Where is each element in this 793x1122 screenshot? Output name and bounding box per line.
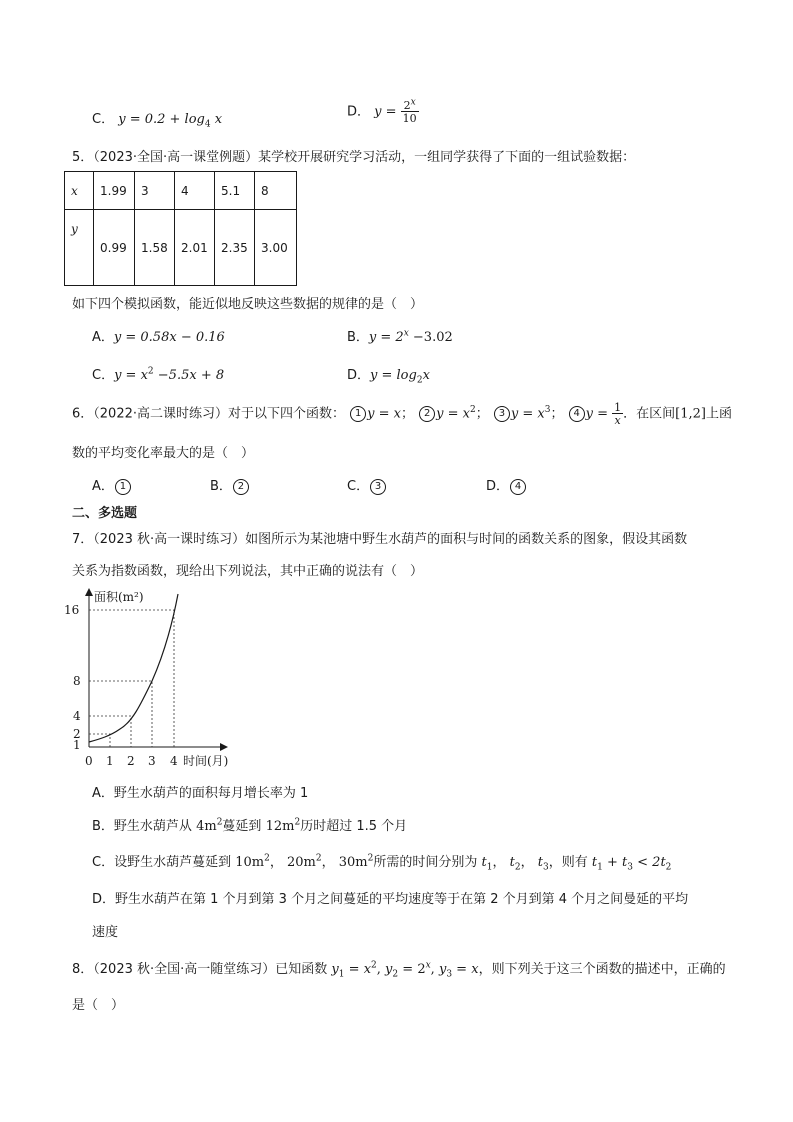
q5-stem: 5．（2023·全国·高一课堂例题）某学校开展研究学习活动，一组同学获得了下面的一组试验数据：	[72, 150, 636, 165]
fraction: $\frac{1}{x}$	[614, 401, 622, 427]
x-tick-0: 0	[85, 754, 93, 768]
x-axis-arrow-icon	[220, 743, 228, 751]
x-tick-2: 2	[127, 754, 135, 768]
y-tick-2: 2	[73, 727, 81, 741]
q5-data-table	[64, 171, 297, 286]
q6-stem-line2: 数的平均变化率最大的是（ ）	[72, 446, 255, 461]
q7-stem-line2: 关系为指数函数，现给出下列说法，其中正确的说法有（ ）	[72, 564, 424, 579]
q7-option-c: C．设野生水葫芦蔓延到 $10m^2$， $20m^2$， $30m^2$所需的时间分别为 $t_1$， $t_2$， $t_3$，则有 $t_1 + t_3 < 2t_2$	[92, 853, 672, 873]
x-axis-label: 时间(月)	[183, 754, 229, 768]
q6-option-d: D． 4	[486, 475, 527, 495]
table-row: x 1.99 3 4 5.1 8	[65, 172, 297, 210]
q8-stem: 8．（2023 秋·全国·高一随堂练习）已知函数 $y_1 = x^2$, $y_2 = 2^x$, $y_3 = x$，则下列关于这三个函数的描述中，正确的	[72, 960, 726, 980]
x-tick-4: 4	[170, 754, 178, 768]
q5-question: 如下四个模拟函数，能近似地反映这些数据的规律的是（ ）	[72, 297, 424, 312]
q7-option-b: B．野生水葫芦从 $4m^2$蔓延到 $12m^2$历时超过 1.5 个月	[92, 817, 408, 834]
q4-option-c: C． $y = 0.2 + \log_4 x$	[92, 112, 223, 130]
section-title: 二、多选题	[72, 506, 138, 521]
fraction: $\frac{2^x}{10}$	[402, 97, 417, 125]
y-tick-16: 16	[64, 603, 80, 617]
q7-option-d: D．野生水葫芦在第 1 个月到第 3 个月之间蔓延的平均速度等于在第 2 个月到第 4 个月之间曼延的平均	[92, 892, 689, 907]
q5-option-d: D．$y = \log_2x$	[347, 368, 430, 386]
y-tick-8: 8	[73, 674, 81, 688]
q7-growth-graph	[60, 586, 260, 776]
growth-curve	[89, 594, 178, 742]
q6-option-a: A． 1	[92, 475, 132, 495]
table-row: y 0.99 1.58 2.01 2.35 3.00	[65, 210, 297, 286]
q6-stem: 6．（2022·高二课时练习）对于以下四个函数： 1 y = x； 2 $y = x^2$； 3 $y = x^3$； 4 y = $\frac{1}{x}$ ．在区间[1,2]上函	[72, 401, 732, 427]
guide-16	[89, 610, 174, 747]
q6-option-c: C． 3	[347, 475, 387, 495]
q5-option-a: A．y = 0.58x − 0.16	[92, 330, 225, 345]
q6-option-b: B． 2	[210, 475, 250, 495]
guide-8	[89, 681, 152, 747]
y-axis-label: 面积(m²)	[94, 590, 144, 604]
y-tick-1: 1	[73, 738, 81, 752]
q5-option-c: C．$y = x^2 -5.5x + 8$	[92, 366, 225, 383]
y-tick-4: 4	[73, 709, 81, 723]
q7-stem: 7．（2023 秋·高一课时练习）如图所示为某池塘中野生水葫芦的面积与时间的函数关系的图象，假设其函数	[72, 532, 688, 547]
q4-option-d: D． y = $\frac{2^x}{10}$	[347, 97, 417, 125]
guide-lines	[89, 610, 174, 747]
x-tick-3: 3	[148, 754, 156, 768]
q7-option-a: A．野生水葫芦的面积每月增长率为 1	[92, 786, 309, 801]
q7-option-d-line2: 速度	[92, 925, 119, 940]
q8-stem-line2: 是（ ）	[72, 998, 125, 1013]
q5-option-b: B．$y = 2^x -3.02$	[347, 328, 453, 345]
x-tick-1: 1	[106, 754, 114, 768]
y-axis-arrow-icon	[85, 588, 93, 596]
